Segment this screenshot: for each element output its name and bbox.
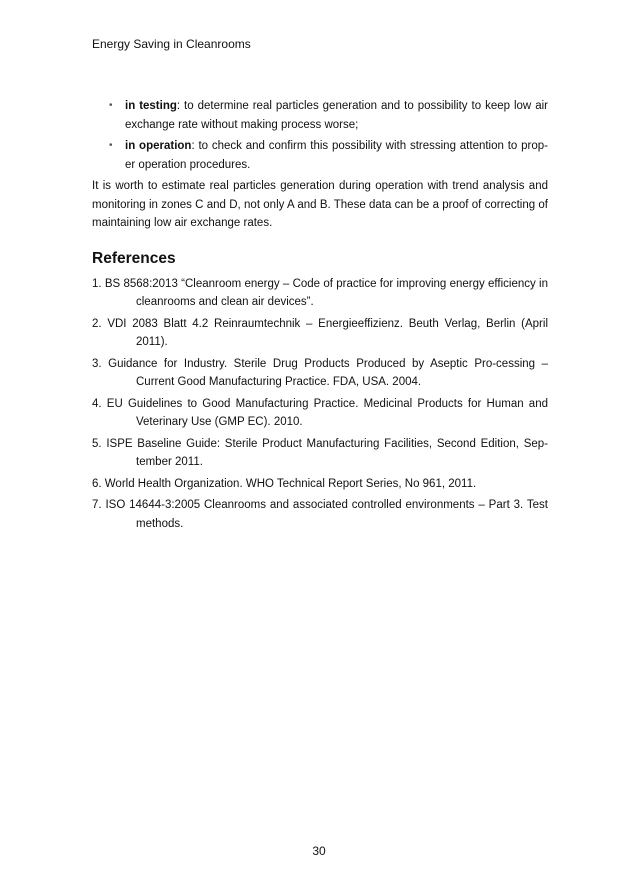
- reference-item: 4. EU Guidelines to Good Manufacturing Practice. Medicinal Products for Human and Veterinary Use (GMP EC). 2010.: [92, 397, 548, 428]
- bullet-text: : to check and confirm this possibility with stressing attention to prop-er operation procedures.: [125, 140, 548, 171]
- reference-item: 1. BS 8568:2013 “Cleanroom energy – Code of practice for improving energy efficiency in cleanrooms and clean air devices”.: [92, 277, 548, 308]
- bullet-term: in testing: [125, 100, 177, 112]
- page-number: 30: [312, 844, 326, 858]
- bullet-item-operation: [92, 137, 548, 174]
- reference-item: 7. ISO 14644-3:2005 Cleanrooms and associated controlled environments – Part 3. Test methods.: [92, 499, 548, 530]
- reference-item: 2. VDI 2083 Blatt 4.2 Reinraumtechnik – Energieeffizienz. Beuth Verlag, Berlin (April 2011).: [92, 317, 548, 348]
- bullet-icon: •: [109, 140, 113, 151]
- references-heading: References: [92, 249, 176, 267]
- reference-item: 5. ISPE Baseline Guide: Sterile Product Manufacturing Facilities, Second Edition, Sep-tember 2011.: [92, 437, 548, 468]
- bullet-icon: •: [109, 100, 113, 111]
- page-content: [92, 97, 548, 536]
- bullet-text: : to determine real particles generation and to possibility to keep low air exchange rate without making process worse;: [125, 100, 548, 131]
- bullet-term: in operation: [125, 140, 192, 152]
- reference-item: 6. World Health Organization. WHO Technical Report Series, No 961, 2011.: [92, 477, 477, 490]
- reference-item: 3. Guidance for Industry. Sterile Drug Products Produced by Aseptic Pro-cessing – Current Good Manufacturing Practice. FDA, USA. 2004.: [92, 357, 548, 388]
- references-list: [92, 275, 548, 534]
- bullet-item-testing: [92, 97, 548, 134]
- body-paragraph: It is worth to estimate real particles generation during operation with trend analysis and monitoring in zones C and D, not only A and B. These data can be a proof of correcting of maintaining low air exchange rates.: [92, 180, 548, 229]
- running-header: Energy Saving in Cleanrooms: [92, 37, 251, 51]
